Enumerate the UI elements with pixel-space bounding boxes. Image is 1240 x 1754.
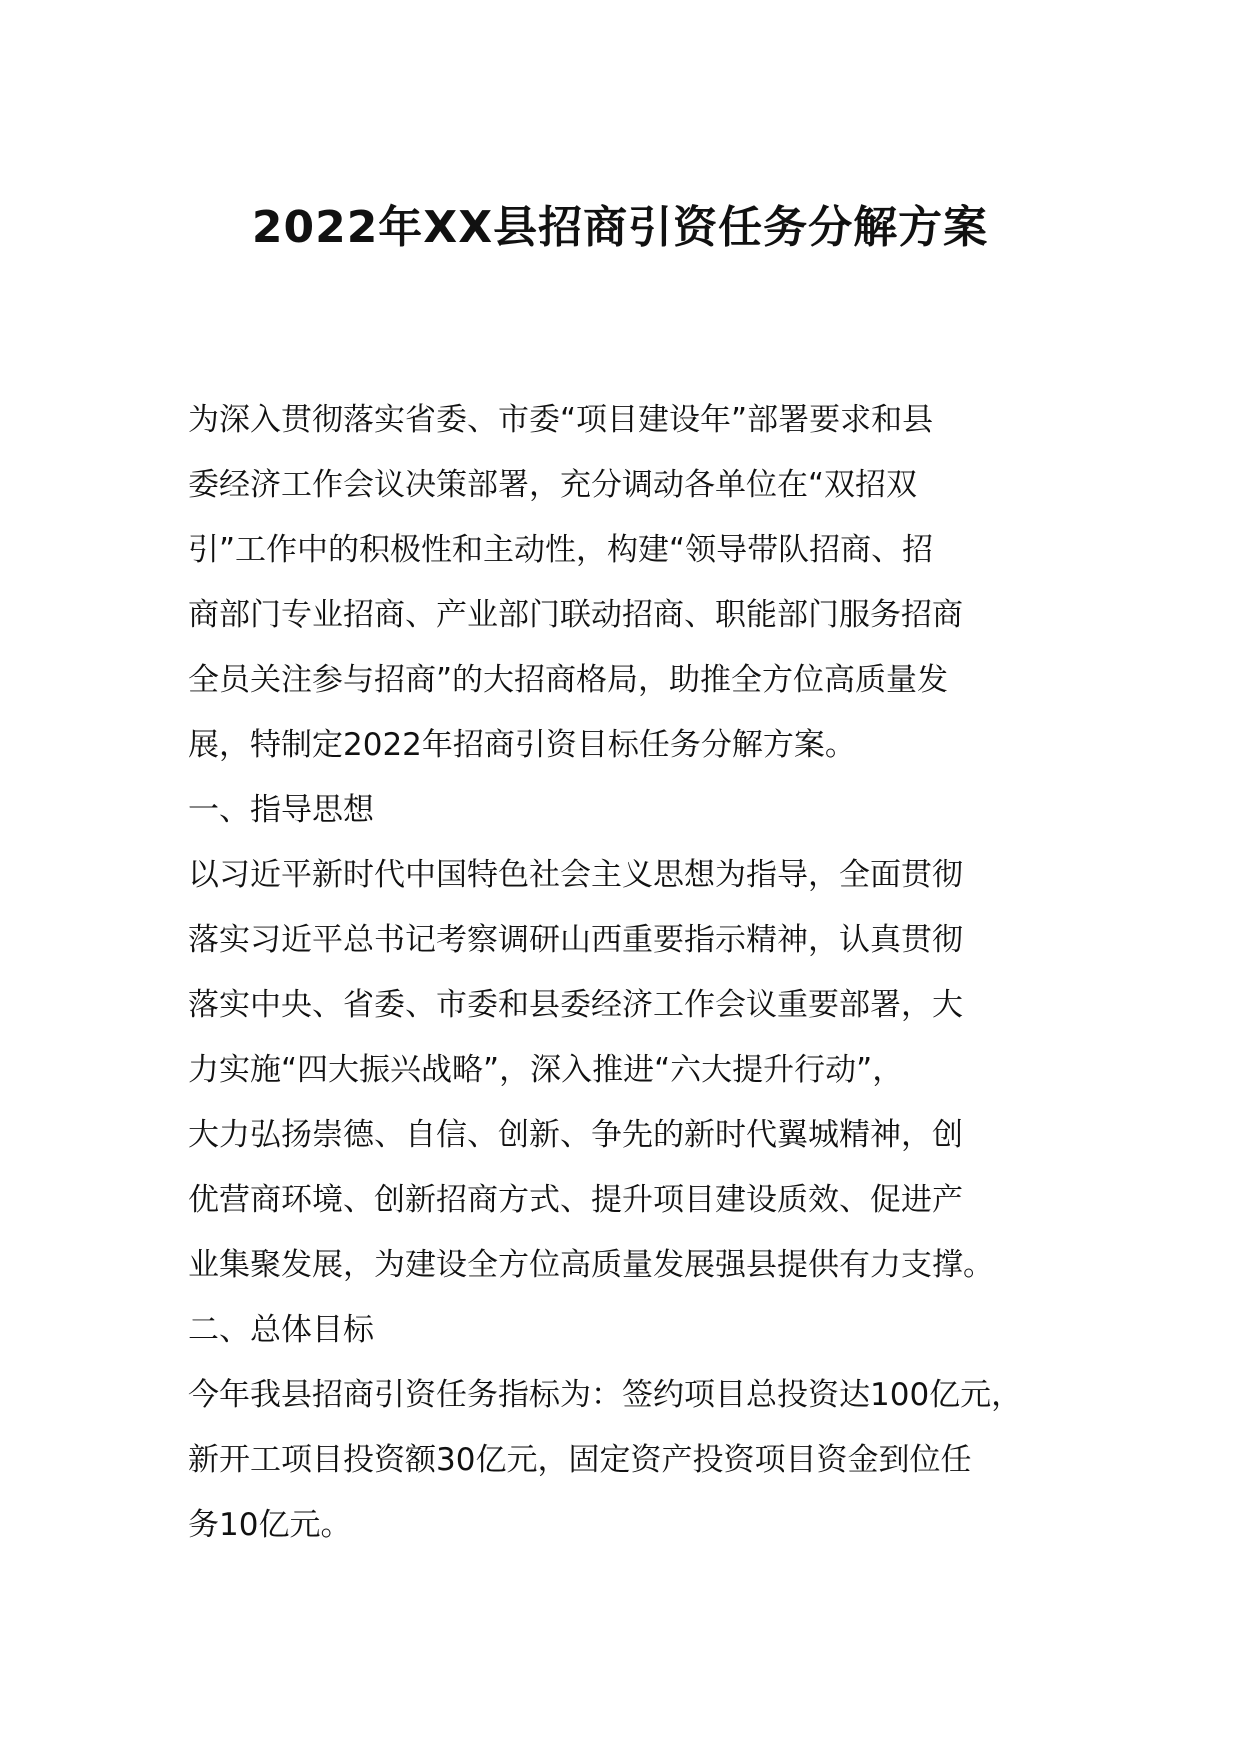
body-line: 落实习近平总书记考察调研山西重要指示精神，认真贯彻	[188, 922, 963, 958]
body-line: 大力弘扬崇德、自信、创新、争先的新时代翼城精神，创	[188, 1117, 963, 1153]
body-line: 为深入贯彻落实省委、市委“项目建设年”部署要求和县	[188, 402, 934, 438]
body-line: 优营商环境、创新招商方式、提升项目建设质效、促进产	[188, 1182, 963, 1218]
body-line: 展，特制定2022年招商引资目标任务分解方案。	[188, 727, 856, 763]
section-heading-guiding-ideology: 一、指导思想	[188, 792, 374, 828]
body-line: 商部门专业招商、产业部门联动招商、职能部门服务招商	[188, 597, 963, 633]
body-line: 新开工项目投资额30亿元，固定资产投资项目资金到位任	[188, 1442, 972, 1478]
body-line: 引”工作中的积极性和主动性，构建“领导带队招商、招	[188, 532, 934, 568]
body-line: 全员关注参与招商”的大招商格局，助推全方位高质量发	[188, 662, 949, 698]
document-title: 2022年XX县招商引资任务分解方案	[251, 202, 989, 253]
body-line: 以习近平新时代中国特色社会主义思想为指导，全面贯彻	[188, 857, 963, 893]
section-heading-overall-goal: 二、总体目标	[188, 1312, 374, 1348]
body-line: 落实中央、省委、市委和县委经济工作会议重要部署，大	[188, 987, 963, 1023]
body-line: 力实施“四大振兴战略”，深入推进“六大提升行动”，	[188, 1052, 904, 1088]
document-body	[188, 388, 1088, 1558]
body-line: 业集聚发展，为建设全方位高质量发展强县提供有力支撑。	[188, 1247, 994, 1283]
body-line: 务10亿元。	[188, 1507, 352, 1543]
body-line: 今年我县招商引资任务指标为：签约项目总投资达100亿元，	[188, 1377, 1023, 1413]
body-line: 委经济工作会议决策部署，充分调动各单位在“双招双	[188, 467, 918, 503]
